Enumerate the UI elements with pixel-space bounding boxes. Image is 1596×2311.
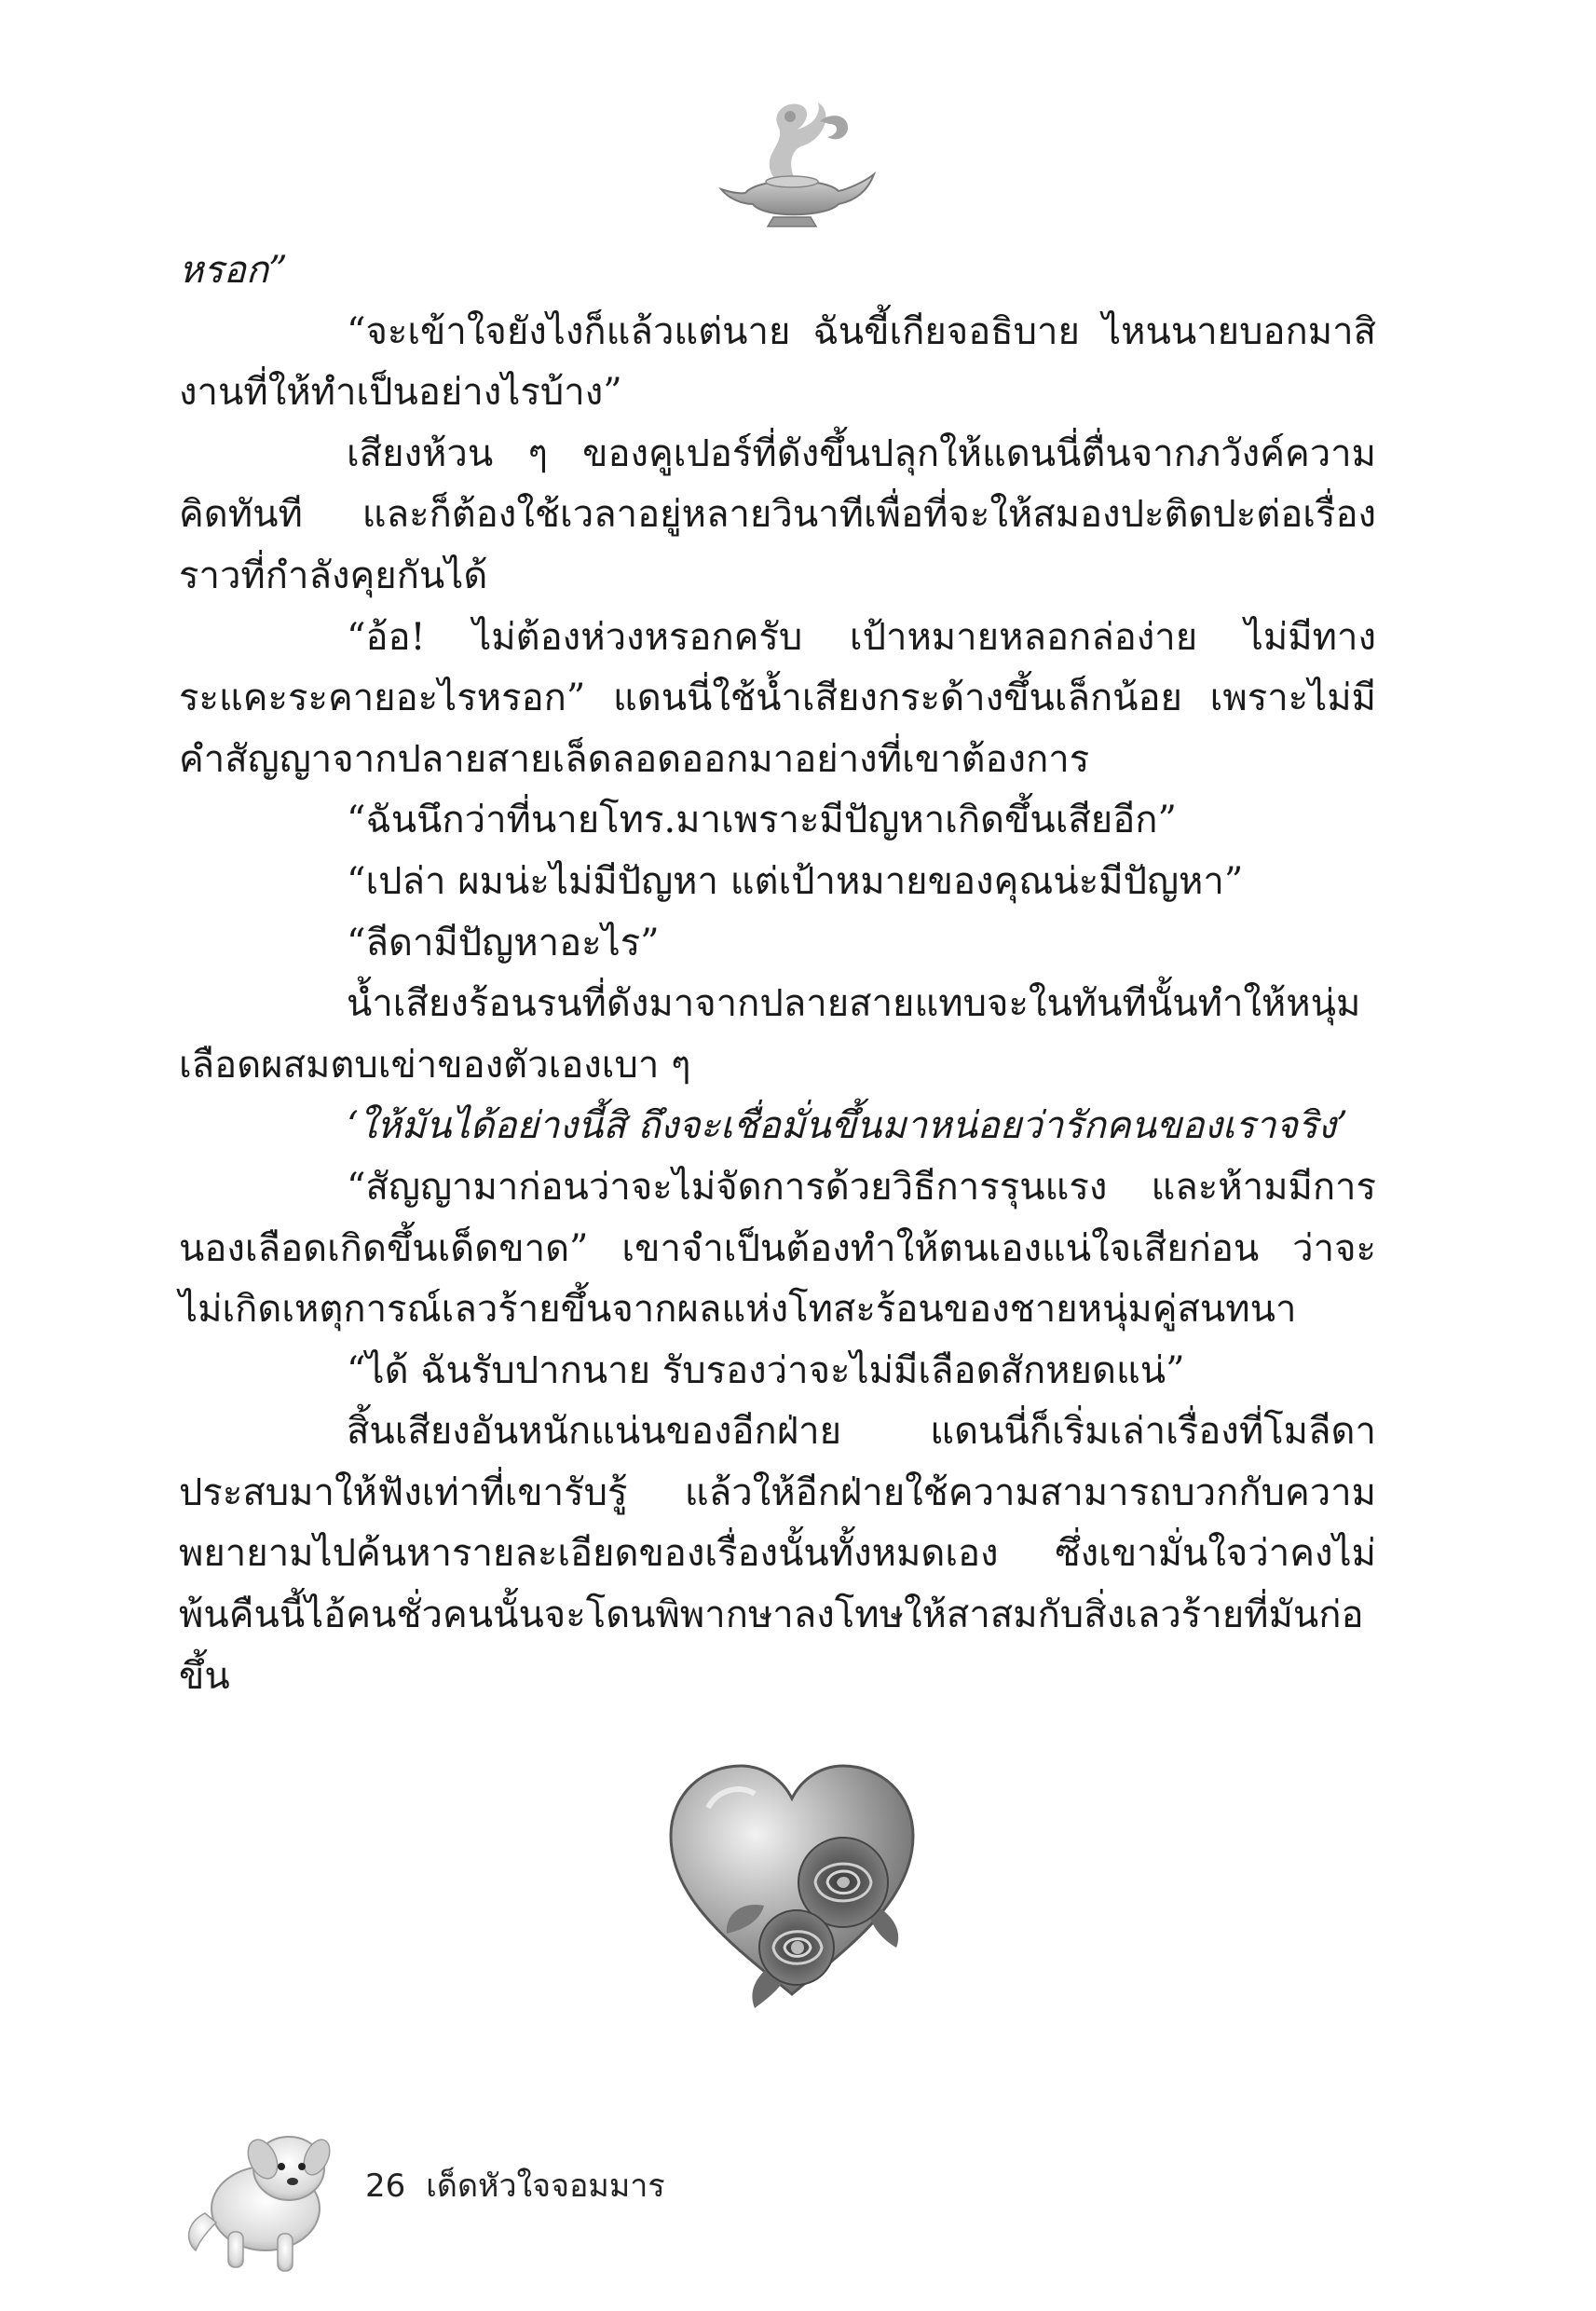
paragraph-7: “ลีดามีปัญหาอะไร” (347, 921, 660, 964)
paragraph-12: สิ้นเสียงอันหนักแน่นของอีกฝ่าย แดนนี่ก็เริ่มเล่าเรื่องที่โมลีดาประสบมาให้ฟังเท่าที่เขารับรู้ แล้วให้อีกฝ่ายใช้ความสามารถบวกกับความพยายามไปค้นหารายละเอียดของเรื่องนั้นทั้งหมดเอง ซึ่งเขามั่นใจว่าคงไม่พ้นคืนนี้ไอ้คนชั่วคนนั้นจะโดนพิพากษาลงโทษให้สาสมกับสิ่งเลวร้ายที่มันก่อขึ้น (179, 1410, 1376, 1698)
paragraph-9: ‘ให้มันได้อย่างนี้สิ ถึงจะเชื่อมั่นขึ้นมาหน่อยว่ารักคนของเราจริง’ (347, 1104, 1348, 1148)
book-title: เด็ดหัวใจจอมมาร (426, 2167, 665, 2205)
page-footer (365, 2160, 665, 2210)
paragraph-1: หรอก” (179, 249, 288, 292)
heart-roses-icon (652, 1743, 932, 2022)
genie-lamp-icon (708, 89, 885, 238)
puppy-icon (177, 2111, 354, 2278)
paragraph-5: “ฉันนึกว่าที่นายโทร.มาเพราะมีปัญหาเกิดขึ้นเสียอีก” (347, 799, 1177, 842)
paragraph-2: “จะเข้าใจยังไงก็แล้วแต่นาย ฉันขี้เกียจอธิบาย ไหนนายบอกมาสิงานที่ให้ทำเป็นอย่างไรบ้าง” (179, 309, 1376, 415)
paragraph-6: “เปล่า ผมน่ะไม่มีปัญหา แต่เป้าหมายของคุณน่ะมีปัญหา” (347, 859, 1244, 903)
paragraph-10: “สัญญามาก่อนว่าจะไม่จัดการด้วยวิธีการรุนแรง และห้ามมีการนองเลือดเกิดขึ้นเด็ดขาด” เขาจำเป็นต้องทำให้ตนเองแน่ใจเสียก่อน ว่าจะไม่เกิดเหตุการณ์เลวร้ายขึ้นจากผลแห่งโทสะร้อนของชายหนุ่มคู่สนทนา (179, 1165, 1376, 1332)
paragraph-11: “ได้ ฉันรับปากนาย รับรองว่าจะไม่มีเลือดสักหยดแน่” (347, 1348, 1185, 1392)
paragraph-8: น้ำเสียงร้อนรนที่ดังมาจากปลายสายแทบจะในทันทีนั้นทำให้หนุ่มเลือดผสมตบเข่าของตัวเองเบา ๆ (179, 982, 1361, 1087)
paragraph-3: เสียงห้วน ๆ ของคูเปอร์ที่ดังขึ้นปลุกให้แดนนี่ตื่นจากภวังค์ความคิดทันที และก็ต้องใช้เวลาอยู่หลายวินาทีเพื่อที่จะให้สมองปะติดปะต่อเรื่องราวที่กำลังคุยกันได้ (179, 431, 1376, 597)
paragraph-4: “อ้อ! ไม่ต้องห่วงหรอกครับ เป้าหมายหลอกล่อง่าย ไม่มีทางระแคะระคายอะไรหรอก” แดนนี่ใช้น้ำเสียงกระด้างขึ้นเล็กน้อย เพราะไม่มีคำสัญญาจากปลายสายเล็ดลอดออกมาอย่างที่เขาต้องการ (179, 615, 1376, 781)
body-text (179, 240, 1376, 1707)
page-number: 26 (365, 2167, 406, 2205)
